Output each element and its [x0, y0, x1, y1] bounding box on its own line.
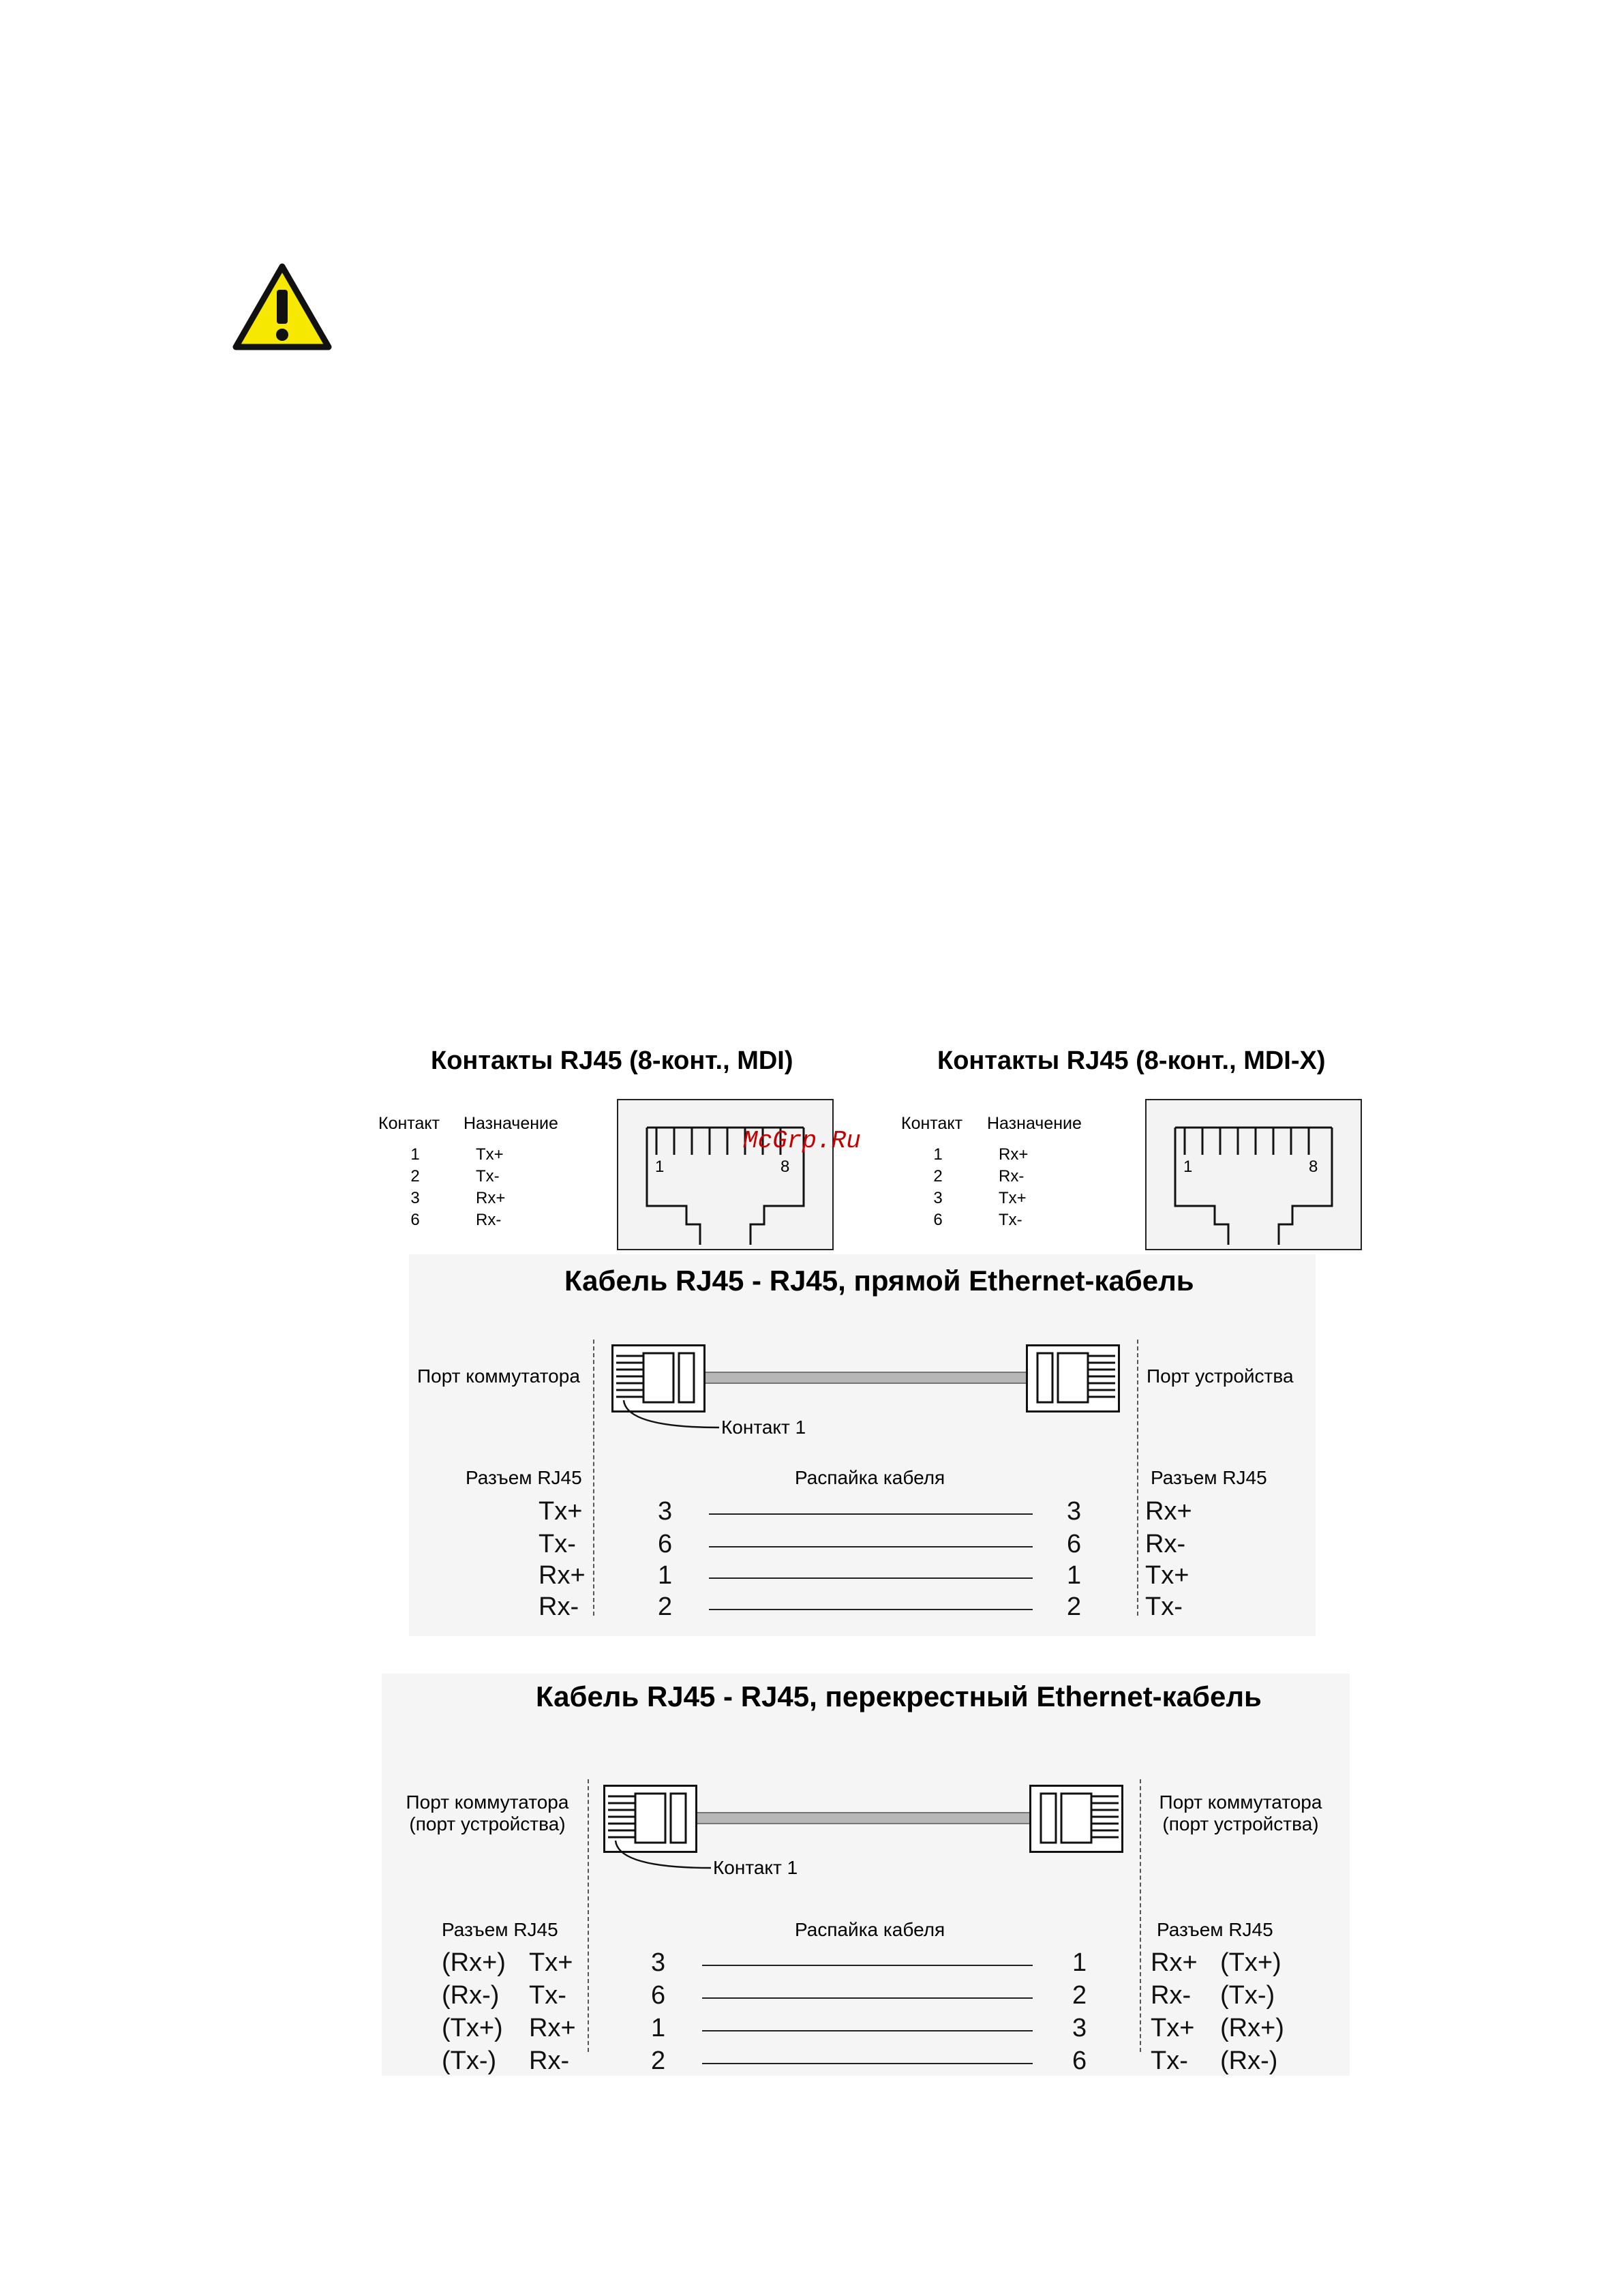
- cross-right-plug: [1029, 1785, 1123, 1853]
- straight-left-port: Порт коммутатора: [417, 1365, 580, 1387]
- straight-left-signal: Rx-: [539, 1592, 579, 1621]
- cross-contact1: Контакт 1: [713, 1857, 798, 1878]
- straight-right-plug: [1026, 1344, 1120, 1413]
- straight-right-signal: Tx-: [1145, 1592, 1183, 1621]
- contact1-pointer: [609, 1838, 711, 1879]
- straight-title: Кабель RJ45 - RJ45, прямой Ethernet-кабель: [564, 1265, 1194, 1297]
- watermark: McGrp.Ru: [743, 1127, 861, 1155]
- cross-left-signal: Rx+: [529, 2014, 576, 2042]
- straight-left-pin: 1: [658, 1561, 673, 1590]
- straight-wire: [709, 1577, 1033, 1579]
- cross-right-signal: Rx+: [1151, 1948, 1198, 1977]
- mdix-col-contact: Контакт: [901, 1114, 963, 1133]
- pin-last-label: 8: [1309, 1158, 1318, 1176]
- straight-left-pin: 6: [658, 1530, 673, 1558]
- cross-left-alt-signal: (Tx+): [442, 2014, 503, 2042]
- straight-right-signal: Rx-: [1145, 1530, 1186, 1558]
- straight-left-pin: 2: [658, 1592, 673, 1621]
- mdi-title: Контакты RJ45 (8-конт., MDI): [431, 1046, 793, 1075]
- mdix-col-purpose: Назначение: [987, 1114, 1082, 1133]
- cross-right-pin: 1: [1072, 1948, 1087, 1977]
- rj45-plug-icon: [1028, 1346, 1118, 1410]
- table-row: 1 Tx+: [410, 1145, 504, 1164]
- straight-right-pin: 1: [1067, 1561, 1082, 1590]
- straight-right-port: Порт устройства: [1147, 1365, 1294, 1387]
- table-row: 2 Rx-: [933, 1167, 1025, 1185]
- cross-right-signal: Tx+: [1151, 2014, 1195, 2042]
- straight-left-signal: Rx+: [539, 1561, 586, 1590]
- cross-wiring-label: Распайка кабеля: [795, 1919, 945, 1940]
- mdix-port-diagram: [1145, 1099, 1362, 1250]
- straight-left-signal: Tx+: [539, 1497, 583, 1526]
- warning-triangle-icon: [232, 262, 333, 351]
- cross-wire: [702, 1997, 1033, 1999]
- cross-cable: [697, 1812, 1029, 1824]
- mdi-col-contact: Контакт: [378, 1114, 440, 1133]
- cross-right-pin: 3: [1072, 2014, 1087, 2042]
- cross-left-signal: Tx-: [529, 1981, 566, 2010]
- straight-cable: [706, 1372, 1026, 1384]
- cross-wire: [702, 2030, 1033, 2031]
- cross-right-signal: Rx-: [1151, 1981, 1192, 2010]
- cross-left-pin: 2: [651, 2046, 666, 2075]
- mdix-pin-table: [918, 1145, 1046, 1233]
- straight-right-divider: [1137, 1340, 1138, 1616]
- cross-right-port: Порт коммутатора (порт устройства): [1159, 1792, 1322, 1834]
- cross-left-pin: 6: [651, 1981, 666, 2010]
- cross-left-conn: Разъем RJ45: [442, 1919, 558, 1940]
- cross-left-alt-signal: (Tx-): [442, 2046, 497, 2075]
- cross-title: Кабель RJ45 - RJ45, перекрестный Ethernet-кабель: [536, 1680, 1262, 1712]
- straight-right-pin: 2: [1067, 1592, 1082, 1621]
- cross-left-pin: 3: [651, 1948, 666, 1977]
- mdi-pin-table: [395, 1145, 524, 1233]
- rj45-socket-icon: [1147, 1100, 1361, 1249]
- cross-left-alt-signal: (Rx+): [442, 1948, 506, 1977]
- cross-wire: [702, 2063, 1033, 2064]
- straight-wiring-label: Распайка кабеля: [795, 1467, 945, 1488]
- cross-left-signal: Tx+: [529, 1948, 573, 1977]
- table-row: 1 Rx+: [933, 1145, 1029, 1164]
- cross-cable-panel: [382, 1674, 1350, 2076]
- straight-right-conn: Разъем RJ45: [1151, 1467, 1267, 1488]
- cross-right-alt-signal: (Rx-): [1220, 2046, 1278, 2075]
- table-row: 2 Tx-: [410, 1167, 500, 1185]
- contact1-pointer: [617, 1398, 719, 1438]
- pin-first-label: 1: [1183, 1158, 1193, 1176]
- cross-left-divider: [588, 1779, 589, 2052]
- pin-first-label: 1: [655, 1158, 665, 1176]
- cross-left-port: Порт коммутатора (порт устройства): [406, 1792, 569, 1834]
- straight-contact1: Контакт 1: [721, 1417, 806, 1438]
- straight-right-pin: 6: [1067, 1530, 1082, 1558]
- straight-wire: [709, 1609, 1033, 1610]
- table-row: 3 Tx+: [933, 1189, 1027, 1207]
- straight-wire: [709, 1546, 1033, 1547]
- table-row: 6 Tx-: [933, 1211, 1022, 1229]
- rj45-socket-icon: [618, 1100, 832, 1249]
- cross-left-pin: 1: [651, 2014, 666, 2042]
- cross-wire: [702, 1965, 1033, 1966]
- cross-right-alt-signal: (Tx-): [1220, 1981, 1275, 2010]
- rj45-plug-icon: [1031, 1787, 1121, 1851]
- mdi-port-diagram: [617, 1099, 834, 1250]
- straight-right-pin: 3: [1067, 1497, 1082, 1526]
- cross-right-divider: [1140, 1779, 1141, 2052]
- table-row: 3 Rx+: [410, 1189, 506, 1207]
- mdi-col-purpose: Назначение: [464, 1114, 558, 1133]
- pin-last-label: 8: [780, 1158, 790, 1176]
- cross-left-signal: Rx-: [529, 2046, 570, 2075]
- cross-right-pin: 2: [1072, 1981, 1087, 2010]
- cross-right-signal: Tx-: [1151, 2046, 1188, 2075]
- straight-right-signal: Rx+: [1145, 1497, 1192, 1526]
- straight-left-conn: Разъем RJ45: [466, 1467, 582, 1488]
- cross-right-conn: Разъем RJ45: [1157, 1919, 1273, 1940]
- cross-right-alt-signal: (Tx+): [1220, 1948, 1281, 1977]
- straight-right-signal: Tx+: [1145, 1561, 1189, 1590]
- table-row: 6 Rx-: [410, 1211, 502, 1229]
- cross-left-alt-signal: (Rx-): [442, 1981, 500, 2010]
- straight-wire: [709, 1513, 1033, 1515]
- cross-right-pin: 6: [1072, 2046, 1087, 2075]
- cross-right-alt-signal: (Rx+): [1220, 2014, 1284, 2042]
- straight-left-divider: [593, 1340, 594, 1616]
- straight-left-pin: 3: [658, 1497, 673, 1526]
- mdix-title: Контакты RJ45 (8-конт., MDI-X): [937, 1046, 1326, 1075]
- straight-left-signal: Tx-: [539, 1530, 576, 1558]
